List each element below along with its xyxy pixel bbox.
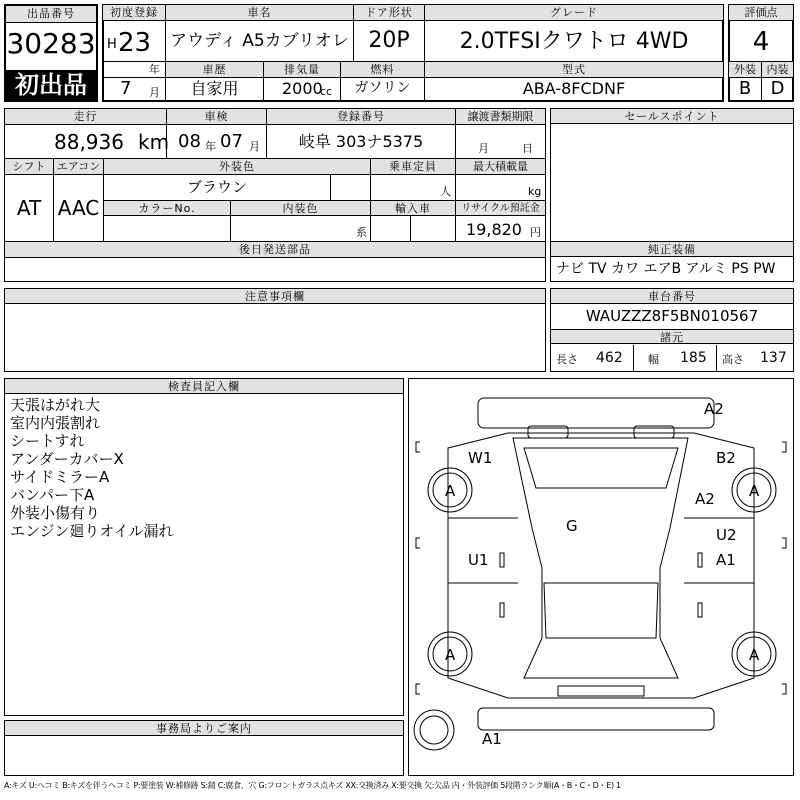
inspector-note: シートすれ — [10, 432, 85, 450]
aircon: AAC — [57, 196, 100, 220]
history-label: 車歴 — [166, 62, 263, 77]
plate-label: 登録番号 — [267, 109, 455, 124]
inspector-notes — [10, 396, 174, 540]
car-damage-diagram — [408, 378, 794, 776]
chassis-number: WAUZZZ8F5BN010567 — [585, 307, 759, 325]
registration-year: 23 — [118, 28, 152, 58]
width: 185 — [680, 350, 707, 366]
month-unit: 月 — [149, 86, 160, 99]
inspector-note: バンパー下A — [10, 486, 95, 504]
plate-number: 岐阜 303ナ5375 — [298, 132, 424, 151]
inspector-note: 外装小傷有り — [10, 504, 101, 522]
width-label: 幅 — [648, 353, 659, 366]
lot-number: 30283 — [6, 27, 96, 60]
interior-color-label: 内装色 — [231, 201, 370, 215]
mileage-label: 走行 — [5, 109, 166, 124]
year-unit: 年 — [149, 63, 160, 76]
car-name: アウディ A5カブリオレ — [170, 31, 349, 51]
damage-mark-a2-right: A2 — [695, 490, 715, 508]
exterior-grade: B — [738, 78, 752, 99]
transfer-deadline-label: 譲渡書類期限 — [456, 109, 545, 124]
wheel-mark-rear-right: A — [749, 646, 760, 664]
fuel-label: 燃料 — [341, 62, 424, 77]
equipment-label: 純正装備 — [551, 242, 793, 257]
capacity-unit: 人 — [440, 185, 451, 198]
damage-mark-u1: U1 — [468, 551, 489, 569]
lot-number-box — [4, 4, 98, 102]
damage-mark-a1-right: A1 — [716, 551, 736, 569]
exterior-color: ブラウン — [186, 178, 247, 196]
first-registration-label: 初度登録 — [103, 5, 165, 20]
later-parts-label: 後日発送部品 — [5, 242, 545, 257]
damage-mark-g: G — [566, 517, 578, 535]
shaken-month-unit: 月 — [249, 140, 260, 153]
wheel-mark-front-right: A — [749, 482, 760, 500]
score: 4 — [752, 27, 770, 57]
model: ABA-8FCDNF — [522, 79, 626, 98]
exterior-color-label: 外装色 — [104, 159, 370, 174]
lot-number-label: 出品番号 — [6, 6, 96, 23]
equipment: ナビ TV カワ エアB アルミ PS PW — [556, 261, 776, 277]
chassis-label: 車台番号 — [551, 289, 793, 304]
wheel-mark-front-left: A — [445, 482, 456, 500]
shift: AT — [16, 196, 42, 220]
era: H — [107, 37, 117, 52]
score-label: 評価点 — [729, 5, 793, 20]
history: 自家用 — [190, 79, 239, 98]
interior-label: 内装 — [762, 62, 793, 77]
office-notice-label: 事務局よりご案内 — [5, 721, 403, 736]
transfer-month-unit: 月 — [478, 142, 489, 155]
dimensions-label: 諸元 — [551, 330, 793, 344]
model-label: 型式 — [425, 62, 723, 77]
aircon-label: エアコン — [54, 159, 103, 174]
displacement-unit: cc — [320, 85, 333, 98]
grade-label: グレード — [425, 5, 723, 20]
caution-label: 注意事項欄 — [5, 289, 545, 304]
damage-mark-w1: W1 — [468, 449, 493, 467]
inspector-note: 室内内張割れ — [10, 414, 101, 432]
shaken-year: 08 — [178, 131, 201, 152]
inspector-note: エンジン廻りオイル漏れ — [10, 522, 174, 540]
damage-mark-a1-bottom: A1 — [482, 730, 502, 748]
sales-point-label: セールスポイント — [551, 109, 793, 124]
height: 137 — [760, 350, 787, 366]
registration-month: 7 — [120, 78, 132, 99]
shaken-year-unit: 年 — [205, 140, 216, 153]
displacement: 2000 — [282, 79, 323, 98]
car-name-label: 車名 — [166, 5, 353, 20]
door-type: 20P — [368, 28, 410, 53]
recycle-label: リサイクル預託金 — [456, 201, 545, 215]
fuel: ガソリン — [354, 80, 411, 96]
height-label: 高さ — [722, 353, 744, 366]
color-number-label: カラーNo. — [104, 201, 230, 215]
damage-mark-b2: B2 — [716, 449, 736, 467]
inspector-note: サイドミラーA — [10, 468, 110, 486]
door-label: ドア形状 — [354, 5, 424, 20]
max-load-unit: kg — [528, 185, 542, 198]
max-load-label: 最大積載量 — [456, 159, 545, 174]
damage-mark-a2-top: A2 — [704, 400, 724, 418]
inspector-note: 天張はがれ大 — [10, 396, 101, 414]
grade: 2.0TFSIクワトロ 4WD — [459, 29, 689, 54]
shaken-month: 07 — [220, 131, 243, 152]
inspector-note: アンダーカバーX — [10, 450, 124, 468]
capacity-label: 乗車定員 — [371, 159, 455, 174]
interior-color-unit: 系 — [356, 226, 367, 239]
first-listing-badge: 初出品 — [6, 70, 96, 100]
import-label: 輸入車 — [371, 201, 455, 215]
damage-mark-u2: U2 — [716, 526, 737, 544]
transfer-day-unit: 日 — [522, 142, 533, 155]
legend: A:キズ U:ヘコミ B:キズを伴うヘコミ P:要塗装 W:補修跡 S:錆 C:腐食、穴 G:フロントガラス点キズ XX:交換済み X:要交換 欠:欠品 内・外装評価 5段階ランク順(A・B・C・D・E) 1 — [4, 781, 621, 790]
recycle-yen: 円 — [530, 226, 541, 239]
length-label: 長さ — [556, 353, 578, 366]
recycle-fee: 19,820 — [466, 220, 522, 239]
wheel-mark-rear-left: A — [445, 646, 456, 664]
shaken-label: 車検 — [167, 109, 266, 124]
interior-grade: D — [770, 78, 785, 99]
mileage-unit: km — [138, 130, 170, 154]
exterior-label: 外装 — [729, 62, 761, 77]
displacement-label: 排気量 — [264, 62, 340, 77]
shift-label: シフト — [5, 159, 53, 174]
mileage: 88,936 — [54, 130, 124, 154]
inspector-label: 検査員記入欄 — [5, 379, 403, 394]
length: 462 — [596, 350, 623, 366]
